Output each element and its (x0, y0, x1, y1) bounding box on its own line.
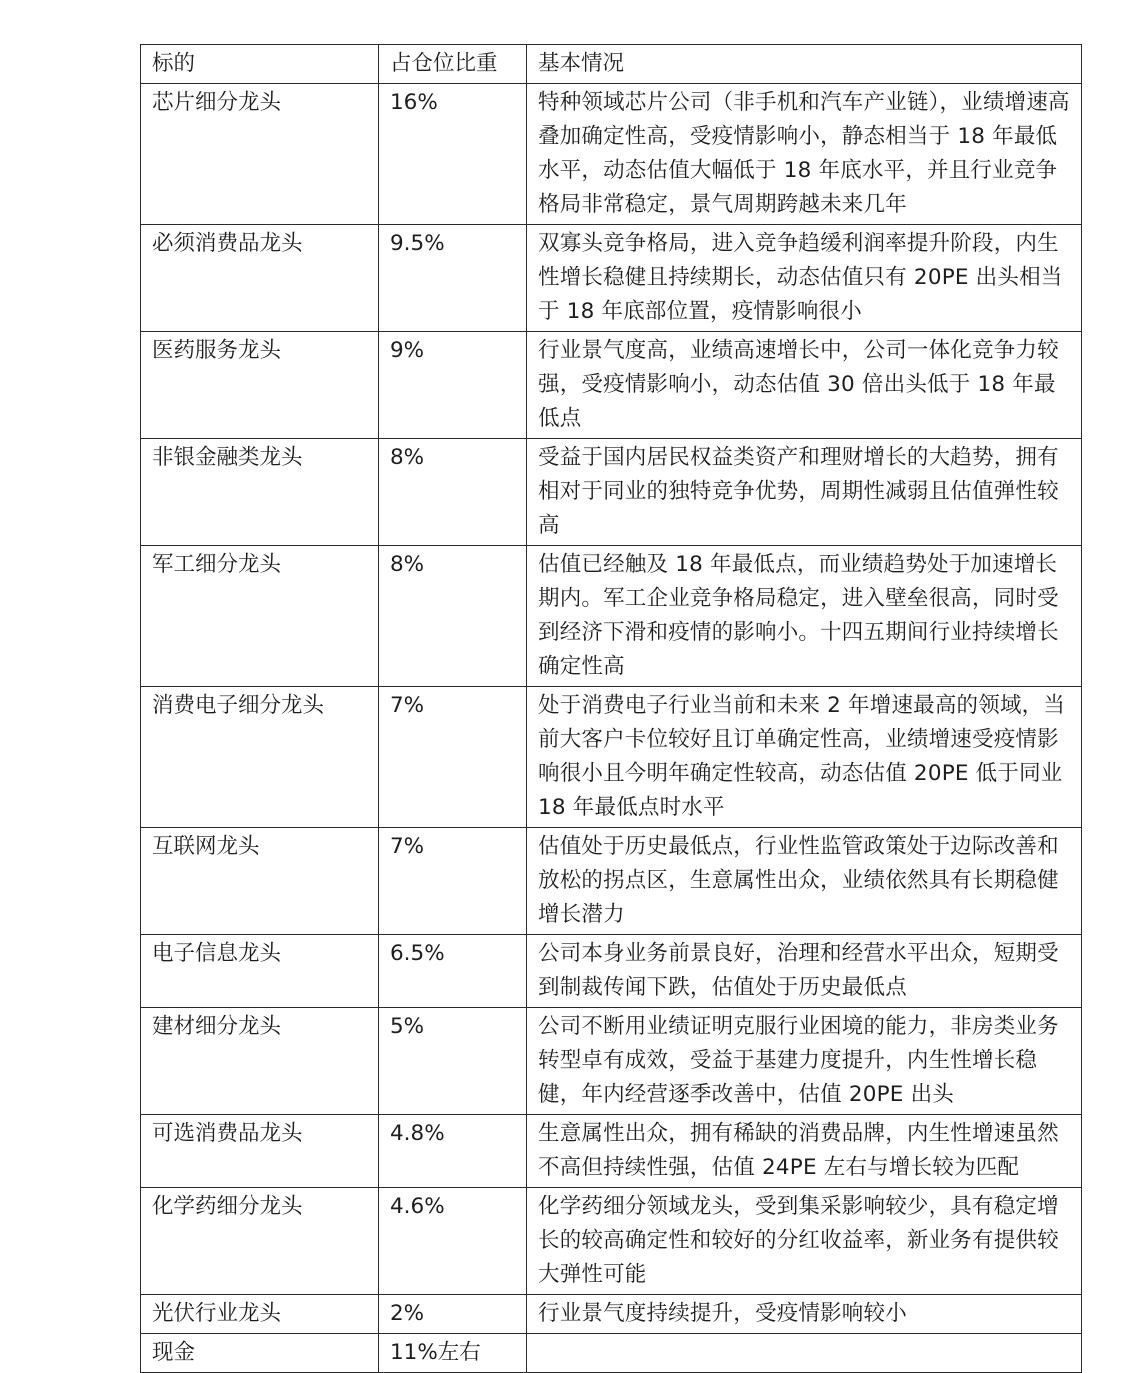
row-description: 行业景气度持续提升，受疫情影响较小 (527, 1295, 1082, 1334)
row-target: 互联网龙头 (141, 828, 379, 935)
row-target: 医药服务龙头 (141, 332, 379, 439)
row-description: 行业景气度高，业绩高速增长中，公司一体化竞争力较强，受疫情影响小，动态估值 30 倍出头低于 18 年最低点 (527, 332, 1082, 439)
row-weight: 2% (379, 1295, 527, 1334)
table-row (141, 1334, 1082, 1373)
header-target: 标的 (141, 45, 379, 84)
row-weight: 9% (379, 332, 527, 439)
table-row (141, 439, 1082, 546)
table-row (141, 828, 1082, 935)
row-target: 电子信息龙头 (141, 935, 379, 1008)
row-description: 受益于国内居民权益类资产和理财增长的大趋势，拥有相对于同业的独特竞争优势，周期性减弱且估值弹性较高 (527, 439, 1082, 546)
row-target: 必须消费品龙头 (141, 225, 379, 332)
row-description: 处于消费电子行业当前和未来 2 年增速最高的领域，当前大客户卡位较好且订单确定性高，业绩增速受疫情影响很小且今明年确定性较高，动态估值 20PE 低于同业 18 年最低点时水平 (527, 687, 1082, 828)
table-row (141, 332, 1082, 439)
header-weight: 占仓位比重 (379, 45, 527, 84)
table-row (141, 1008, 1082, 1115)
row-target: 光伏行业龙头 (141, 1295, 379, 1334)
row-target: 建材细分龙头 (141, 1008, 379, 1115)
table-header-row (141, 45, 1082, 84)
row-target: 非银金融类龙头 (141, 439, 379, 546)
row-description: 化学药细分领域龙头，受到集采影响较少，具有稳定增长的较高确定性和较好的分红收益率，新业务有提供较大弹性可能 (527, 1188, 1082, 1295)
row-weight: 4.8% (379, 1115, 527, 1188)
row-target: 可选消费品龙头 (141, 1115, 379, 1188)
row-description (527, 1334, 1082, 1373)
table-row (141, 546, 1082, 687)
table-row (141, 935, 1082, 1008)
row-description: 特种领域芯片公司（非手机和汽车产业链），业绩增速高叠加确定性高，受疫情影响小，静态相当于 18 年最低水平，动态估值大幅低于 18 年底水平，并且行业竞争格局非常稳定，景气周期跨越未来几年 (527, 84, 1082, 225)
row-description: 公司不断用业绩证明克服行业困境的能力，非房类业务转型卓有成效，受益于基建力度提升，内生性增长稳健，年内经营逐季改善中，估值 20PE 出头 (527, 1008, 1082, 1115)
row-weight: 16% (379, 84, 527, 225)
row-weight: 7% (379, 828, 527, 935)
header-description: 基本情况 (527, 45, 1082, 84)
row-weight: 7% (379, 687, 527, 828)
row-target: 消费电子细分龙头 (141, 687, 379, 828)
table-row (141, 1115, 1082, 1188)
row-weight: 6.5% (379, 935, 527, 1008)
row-target: 芯片细分龙头 (141, 84, 379, 225)
row-target: 军工细分龙头 (141, 546, 379, 687)
row-description: 生意属性出众，拥有稀缺的消费品牌，内生性增速虽然不高但持续性强，估值 24PE 左右与增长较为匹配 (527, 1115, 1082, 1188)
row-weight: 8% (379, 439, 527, 546)
row-weight: 5% (379, 1008, 527, 1115)
row-weight: 11%左右 (379, 1334, 527, 1373)
row-description: 估值已经触及 18 年最低点，而业绩趋势处于加速增长期内。军工企业竞争格局稳定，进入壁垒很高，同时受到经济下滑和疫情的影响小。十四五期间行业持续增长确定性高 (527, 546, 1082, 687)
row-description: 双寡头竞争格局，进入竞争趋缓利润率提升阶段，内生性增长稳健且持续期长，动态估值只有 20PE 出头相当于 18 年底部位置，疫情影响很小 (527, 225, 1082, 332)
table-row (141, 1295, 1082, 1334)
row-target: 化学药细分龙头 (141, 1188, 379, 1295)
table-row (141, 225, 1082, 332)
table-row (141, 1188, 1082, 1295)
row-weight: 4.6% (379, 1188, 527, 1295)
holdings-table (140, 44, 1082, 1373)
table-row (141, 687, 1082, 828)
row-weight: 8% (379, 546, 527, 687)
row-description: 公司本身业务前景良好，治理和经营水平出众，短期受到制裁传闻下跌，估值处于历史最低点 (527, 935, 1082, 1008)
row-description: 估值处于历史最低点，行业性监管政策处于边际改善和放松的拐点区，生意属性出众，业绩依然具有长期稳健增长潜力 (527, 828, 1082, 935)
row-target: 现金 (141, 1334, 379, 1373)
table-row (141, 84, 1082, 225)
row-weight: 9.5% (379, 225, 527, 332)
